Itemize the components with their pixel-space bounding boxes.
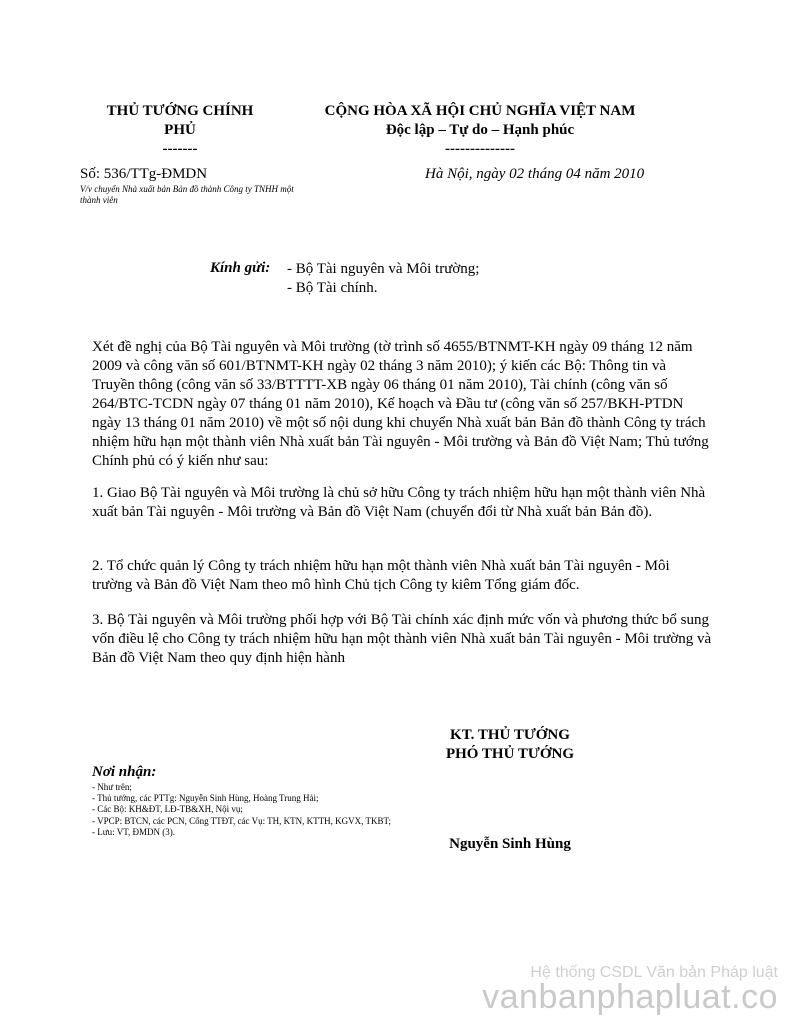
motto-rule: -------------- — [445, 141, 515, 157]
watermark-caption: Hệ thống CSDL Văn bản Pháp luật — [530, 964, 778, 981]
signature-title-line1: KT. THỦ TƯỚNG — [450, 727, 570, 743]
addressee-list — [287, 260, 479, 298]
issuing-agency — [100, 102, 260, 159]
agency-name-line1: THỦ TƯỚNG CHÍNH — [106, 103, 254, 119]
national-heading — [290, 102, 670, 159]
addressee-label: Kính gửi: — [210, 260, 271, 276]
document-number: Số: 536/TTg-ĐMDN — [80, 166, 208, 182]
document-subject: V/v chuyển Nhà xuất bản Bản đồ thành Công ty TNHH một thành viên — [80, 184, 294, 205]
signer-name: Nguyễn Sinh Hùng — [449, 836, 571, 852]
recipients-label: Nơi nhận: — [92, 764, 157, 780]
agency-rule: ------- — [162, 141, 198, 157]
recipient-item: - Các Bộ: KH&ĐT, LĐ-TB&XH, Nội vụ; — [92, 804, 243, 815]
signature-title-line2: PHÓ THỦ TƯỚNG — [445, 746, 575, 762]
recipient-item: - Thủ tướng, các PTTg: Nguyễn Sinh Hùng, Hoàng Trung Hải; — [92, 793, 319, 804]
intro-paragraph: Xét đề nghị của Bộ Tài nguyên và Môi trường (tờ trình số 4655/BTNMT-KH ngày 09 tháng 12 năm 2009 và công văn số 601/BTNMT-KH ngày 02 tháng 3 năm 2010); ý kiến các Bộ: Thông tin và Truyền thông (công văn số 33/BTTTT-XB ngày 06 tháng 01 năm 2010), Tài chính (công văn số 264/BTC-TCDN ngày 07 tháng 01 năm 2010), Kế hoạch và Đầu tư (công văn số 257/BKH-PTDN ngày 13 tháng 01 năm 2010) về một số nội dung khi chuyển Nhà xuất bản Bản đồ thành Công ty trách nhiệm hữu hạn một thành viên Nhà xuất bản Tài nguyên - Môi trường và Bản đồ Việt Nam; Thủ tướng Chính phủ có ý kiến như sau: — [92, 339, 709, 469]
recipient-item: - Lưu: VT, ĐMDN (3). — [92, 826, 176, 837]
addressee-item: - Bộ Tài chính. — [287, 280, 378, 296]
addressee-item: - Bộ Tài nguyên và Môi trường; — [287, 261, 480, 277]
recipients-list — [92, 782, 392, 838]
item-1-paragraph: 1. Giao Bộ Tài nguyên và Môi trường là chủ sở hữu Công ty trách nhiệm hữu hạn một thành viên Nhà xuất bản Tài nguyên - Môi trường và Bản đồ Việt Nam (chuyển đổi từ Nhà xuất bản Bản đồ). — [92, 485, 706, 520]
watermark-site: vanbanphapluat.co — [482, 978, 778, 1016]
signature-block — [410, 726, 610, 764]
item-3-paragraph: 3. Bộ Tài nguyên và Môi trường phối hợp với Bộ Tài chính xác định mức vốn và phương thức bổ sung vốn điều lệ cho Công ty trách nhiệm hữu hạn một thành viên Nhà xuất bản Tài nguyên - Môi trường và Bản đồ Việt Nam theo quy định hiện hành — [92, 612, 712, 666]
agency-name-line2: PHỦ — [164, 122, 196, 138]
recipient-item: - Như trên; — [92, 782, 132, 792]
nation-name: CỘNG HÒA XÃ HỘI CHỦ NGHĨA VIỆT NAM — [324, 103, 636, 119]
item-2-paragraph: 2. Tổ chức quản lý Công ty trách nhiệm hữu hạn một thành viên Nhà xuất bản Tài nguyên - Môi trường và Bản đồ Việt Nam theo mô hình Chủ tịch Công ty kiêm Tổng giám đốc. — [92, 558, 670, 593]
place-date: Hà Nội, ngày 02 tháng 04 năm 2010 — [425, 166, 645, 182]
motto: Độc lập – Tự do – Hạnh phúc — [385, 122, 575, 138]
recipient-item: - VPCP: BTCN, các PCN, Cổng TTĐT, các Vụ: TH, KTN, KTTH, KGVX, TKBT; — [92, 815, 391, 826]
